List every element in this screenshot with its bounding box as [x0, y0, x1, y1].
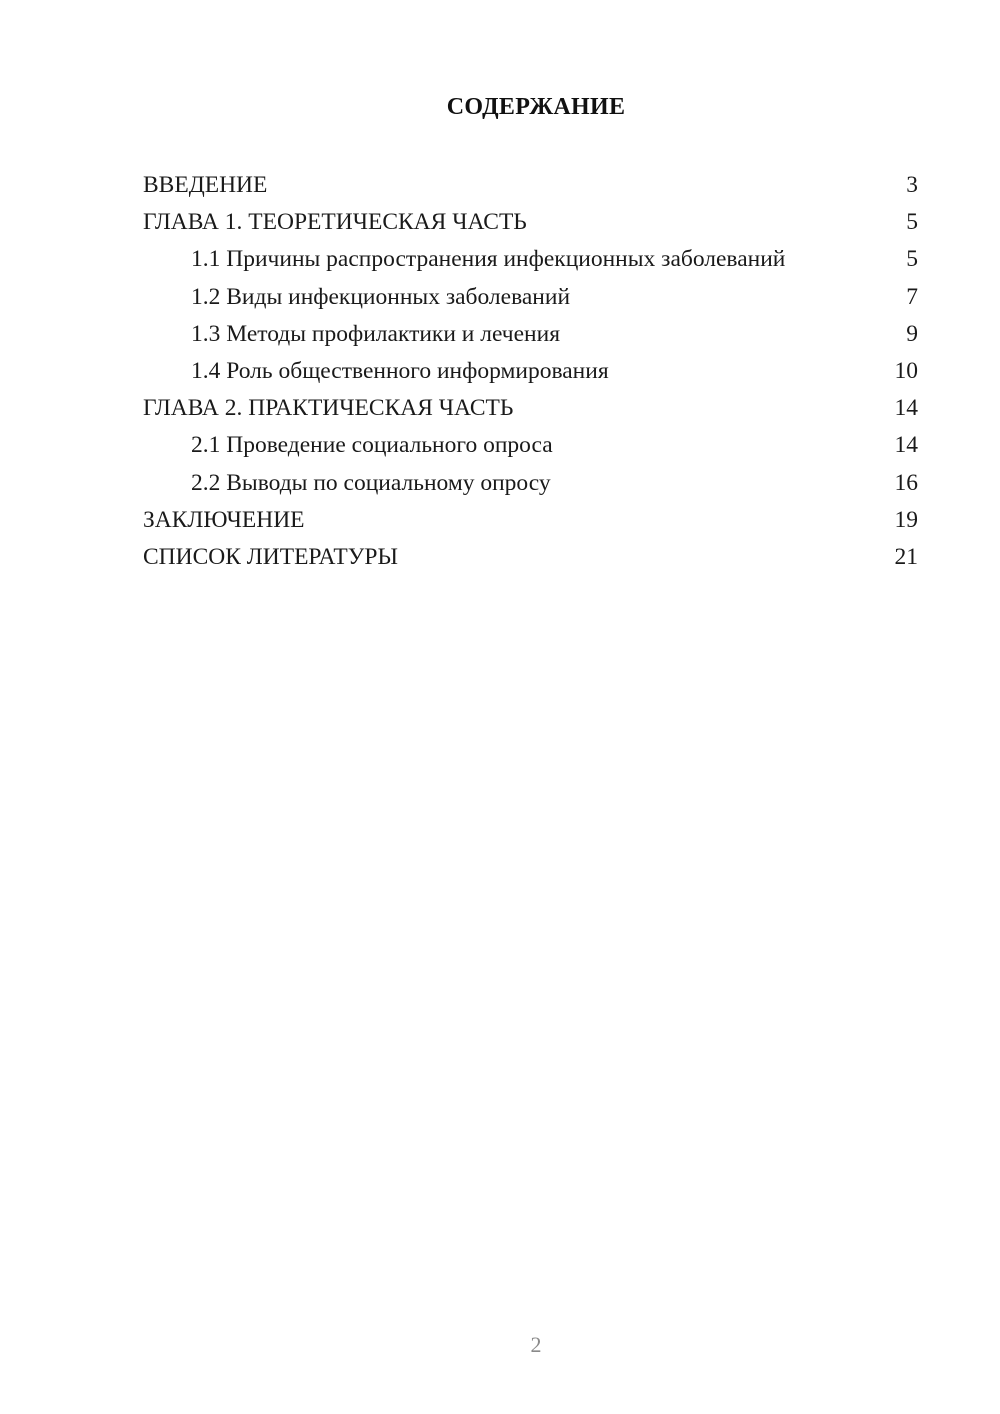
toc-title: СОДЕРЖАНИЕ	[446, 94, 626, 120]
toc-entry-page: 10	[894, 357, 918, 384]
toc-entry-page: 14	[894, 432, 918, 459]
toc-entry-section-1-3	[143, 316, 918, 353]
toc-entry-conclusion	[143, 502, 918, 539]
toc-entry-page: 16	[894, 469, 918, 496]
toc-entry-label: 1.2 Виды инфекционных заболеваний	[191, 283, 571, 310]
toc-entry-page: 9	[906, 320, 918, 347]
toc-entry-section-2-2	[143, 465, 918, 502]
toc-entry-label: 2.2 Выводы по социальному опросу	[191, 469, 551, 496]
toc-entry-section-1-2	[143, 279, 918, 316]
toc-entry-label: 1.1 Причины распространения инфекционных заболеваний	[191, 246, 786, 273]
toc-entry-label: 1.4 Роль общественного информирования	[191, 357, 609, 384]
toc-entry-section-1-4	[143, 353, 918, 390]
toc-entry-page: 19	[894, 506, 918, 533]
toc-entry-label: ГЛАВА 1. ТЕОРЕТИЧЕСКАЯ ЧАСТЬ	[143, 209, 527, 236]
toc-entry-page: 5	[906, 209, 918, 236]
toc-entry-label: 2.1 Проведение социального опроса	[191, 432, 553, 459]
toc-entry-label: ЗАКЛЮЧЕНИЕ	[143, 506, 305, 533]
toc-entry-section-1-1	[143, 241, 918, 278]
toc-entry-page: 5	[906, 246, 918, 273]
toc-entry-page: 14	[894, 395, 918, 422]
toc-entry-page: 7	[906, 283, 918, 310]
toc-entry-chapter-1	[143, 204, 918, 241]
toc-entry-page: 3	[906, 172, 918, 198]
toc-entry-references	[143, 539, 918, 576]
toc-entry-label: ВВЕДЕНИЕ	[143, 172, 268, 198]
toc-entry-page: 21	[894, 543, 918, 570]
toc-entry-introduction	[143, 167, 918, 204]
toc-entry-label: ГЛАВА 2. ПРАКТИЧЕСКАЯ ЧАСТЬ	[143, 395, 514, 422]
toc-entry-chapter-2	[143, 390, 918, 427]
toc-entry-label: СПИСОК ЛИТЕРАТУРЫ	[143, 543, 398, 570]
toc-entry-section-2-1	[143, 427, 918, 464]
page-number: 2	[530, 1332, 542, 1357]
toc-entry-label: 1.3 Методы профилактики и лечения	[191, 320, 561, 347]
table-of-contents	[143, 167, 918, 576]
